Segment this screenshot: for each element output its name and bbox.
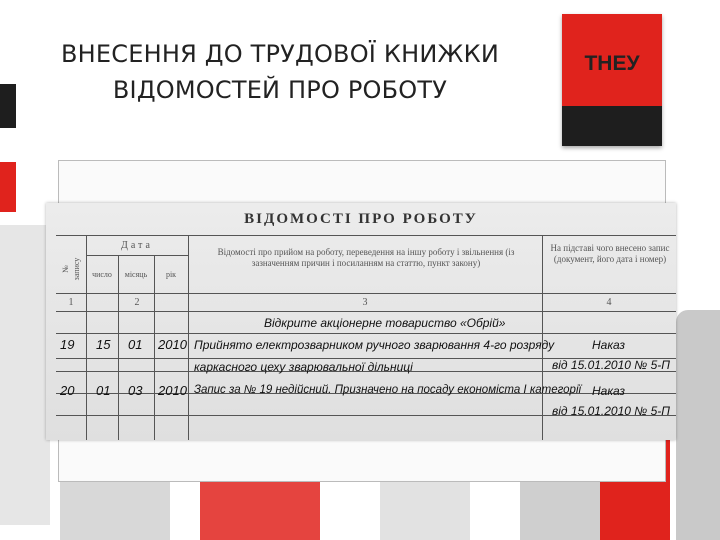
- column-number: 2: [134, 297, 140, 308]
- table-rule: [154, 255, 155, 440]
- table-rule: [56, 333, 676, 334]
- row-2-no: 20: [60, 383, 75, 398]
- row-1-basis-line-1: Наказ: [592, 338, 625, 352]
- table-rule: [118, 255, 119, 440]
- slide-title-line-2: ВІДОМОСТЕЙ ПРО РОБОТУ: [112, 76, 448, 104]
- header-record-no: № запису: [61, 257, 81, 281]
- header-info: Відомості про прийом на роботу, переведення на іншу роботу і звільнення (із зазначенням причин і посиланням на статтю, пункт закону): [217, 247, 515, 268]
- left-strip-dark: [0, 84, 16, 128]
- row-2-text-line-1: Запис за № 19 недійсний. Призначено на посаду економіста І категорії: [194, 384, 582, 396]
- header-basis: На підставі чого внесено запис (документ, його дата і номер): [550, 243, 670, 264]
- row-1-text-line-2: каркасного цеху зварювальної дільниці: [194, 360, 413, 374]
- table-rule: [56, 235, 676, 236]
- header-year: рік: [165, 270, 177, 279]
- table-rule: [86, 255, 188, 256]
- table-rule: [56, 311, 676, 312]
- work-record-scan: [46, 203, 676, 440]
- row-1-day: 15: [96, 337, 111, 352]
- header-day: число: [92, 270, 112, 279]
- logo-text: ТНЕУ: [584, 52, 640, 75]
- row-2-basis-line-2: від 15.01.2010 № 5-П: [552, 404, 670, 418]
- document-title: ВІДОМОСТІ ПРО РОБОТУ: [244, 211, 478, 227]
- row-1-text-line-1: Прийнято електрозварником ручного зварювання 4-го розряду: [194, 338, 555, 352]
- logo-dark-block: [562, 106, 662, 146]
- slide-title: [30, 36, 530, 108]
- column-number: 3: [362, 297, 368, 308]
- row-2-month: 03: [128, 383, 143, 398]
- row-1-month: 01: [128, 337, 143, 352]
- puzzle-decoration: [676, 310, 720, 540]
- row-1-basis-line-2: від 15.01.2010 № 5-П: [552, 358, 670, 372]
- column-number: 1: [68, 297, 74, 308]
- column-number: 4: [606, 297, 612, 308]
- slide-title-line-1: ВНЕСЕННЯ ДО ТРУДОВОЇ КНИЖКИ: [60, 40, 499, 68]
- table-rule: [56, 293, 676, 294]
- university-logo: [562, 14, 662, 146]
- row-2-basis-line-1: Наказ: [592, 384, 625, 398]
- table-rule: [86, 235, 87, 440]
- company-line: Відкрите акціонерне товариство «Обрій»: [264, 316, 506, 330]
- header-month: місяць: [124, 270, 148, 279]
- puzzle-decoration: [0, 225, 50, 525]
- header-date: Дата: [121, 240, 153, 251]
- row-1-no: 19: [60, 337, 75, 352]
- row-2-year: 2010: [158, 383, 187, 398]
- row-2-day: 01: [96, 383, 111, 398]
- left-strip-red: [0, 162, 16, 212]
- row-1-year: 2010: [158, 337, 187, 352]
- table-rule: [188, 235, 189, 440]
